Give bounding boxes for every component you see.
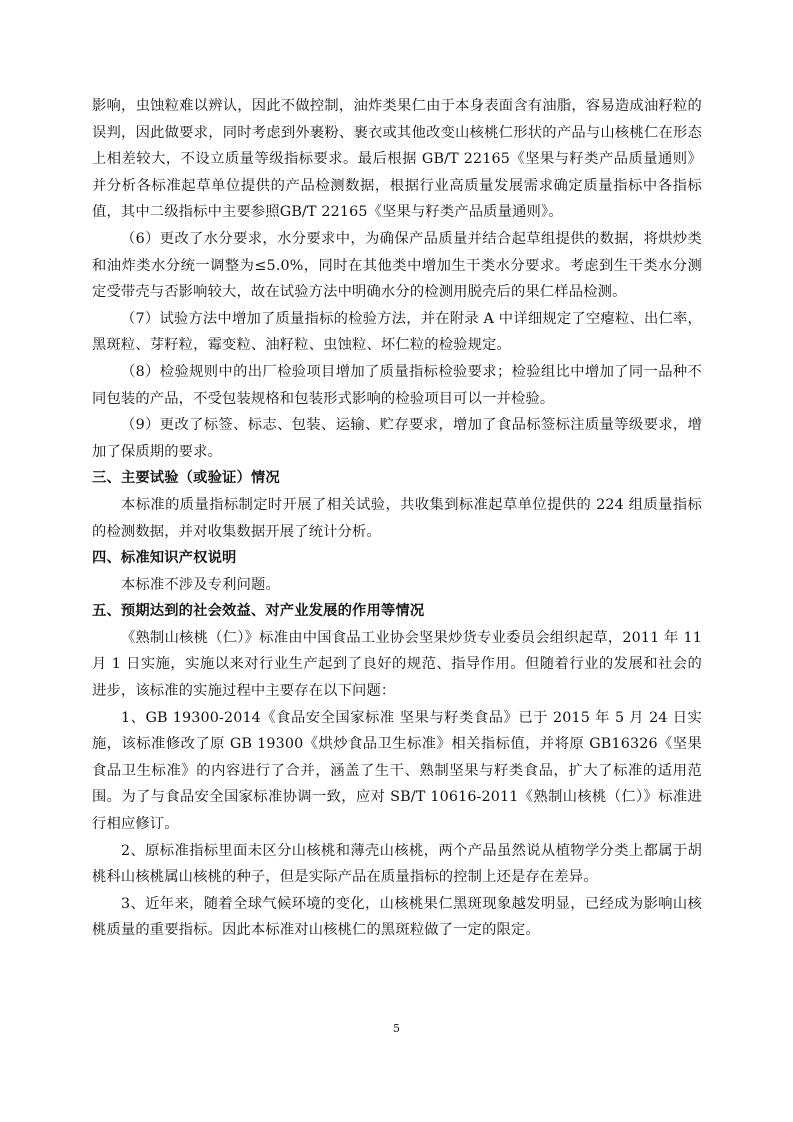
section-heading-3: 三、主要试验（或验证）情况 (92, 470, 280, 487)
page-content (92, 93, 702, 944)
paragraph-item-8: （8）检验规则中的出厂检验项目增加了质量指标检验要求；检验组比中增加了同一品种不同包装的产品，不受包装规格和包装形式影响的检验项目可以一并检验。 (92, 363, 702, 407)
paragraph-section-5-intro: 《熟制山核桃（仁）》标准由中国食品工业协会坚果炒货专业委员会组织起草，2011 年 11 月 1 日实施，实施以来对行业生产起到了良好的规范、指导作用。但随着行业的发展和社会的进步，该标准的实施过程中主要存在以下问题： (92, 629, 702, 700)
page-number: 5 (393, 1022, 400, 1035)
paragraph-item-7: （7）试验方法中增加了质量指标的检验方法，并在附录 A 中详细规定了空瘪粒、出仁率，黑斑粒、芽籽粒，霉变粒、油籽粒、虫蚀粒、坏仁粒的检验规定。 (92, 310, 702, 354)
paragraph-continued: 影响，虫蚀粒难以辨认，因此不做控制，油炸类果仁由于本身表面含有油脂，容易造成油籽粒的误判，因此做要求，同时考虑到外裹粉、裹衣或其他改变山核桃仁形状的产品与山核桃仁在形态上相差较大，不设立质量等级指标要求。最后根据 GB/T 22165《坚果与籽类产品质量通则》并分析各标准起草单位提供的产品检测数据，根据行业高质量发展需求确定质量指标中各指标值，其中二级指标中主要参照GB/T 22165《坚果与籽类产品质量通则》。 (92, 98, 702, 221)
paragraph-issue-2: 2、原标准指标里面未区分山核桃和薄壳山核桃，两个产品虽然说从植物学分类上都属于胡桃科山核桃属山核桃的种子，但是实际产品在质量指标的控制上还是存在差异。 (92, 842, 702, 886)
paragraph-issue-1: 1、GB 19300-2014《食品安全国家标准 坚果与籽类食品》已于 2015 年 5 月 24 日实施，该标准修改了原 GB 19300《烘炒食品卫生标准》相关指标值，并将原 GB16326《坚果食品卫生标准》的内容进行了合并，涵盖了生干、熟制坚果与籽类食品，扩大了标准的适用范围。为了与食品安全国家标准协调一致，应对 SB/T 10616-2011《熟制山核桃（仁）》标准进行相应修订。 (92, 709, 702, 833)
paragraph-section-3: 本标准的质量指标制定时开展了相关试验，共收集到标准起草单位提供的 224 组质量指标的检测数据，并对收集数据开展了统计分析。 (92, 496, 702, 540)
section-heading-5: 五、预期达到的社会效益、对产业发展的作用等情况 (92, 603, 425, 620)
paragraph-item-6: （6）更改了水分要求，水分要求中，为确保产品质量并结合起草组提供的数据，将烘炒类和油炸类水分统一调整为≤5.0%，同时在其他类中增加生干类水分要求。考虑到生干类水分测定受带壳与否影响较大，故在试验方法中明确水分的检测用脱壳后的果仁样品检测。 (92, 230, 702, 301)
paragraph-section-4: 本标准不涉及专利问题。 (121, 576, 280, 593)
section-heading-4: 四、标准知识产权说明 (92, 550, 237, 567)
paragraph-issue-3: 3、近年来，随着全球气候环境的变化，山核桃果仁黑斑现象越发明显，已经成为影响山核桃质量的重要指标。因此本标准对山核桃仁的黑斑粒做了一定的限定。 (92, 895, 702, 939)
paragraph-item-9: （9）更改了标签、标志、包装、运输、贮存要求，增加了食品标签标注质量等级要求，增加了保质期的要求。 (92, 417, 702, 460)
